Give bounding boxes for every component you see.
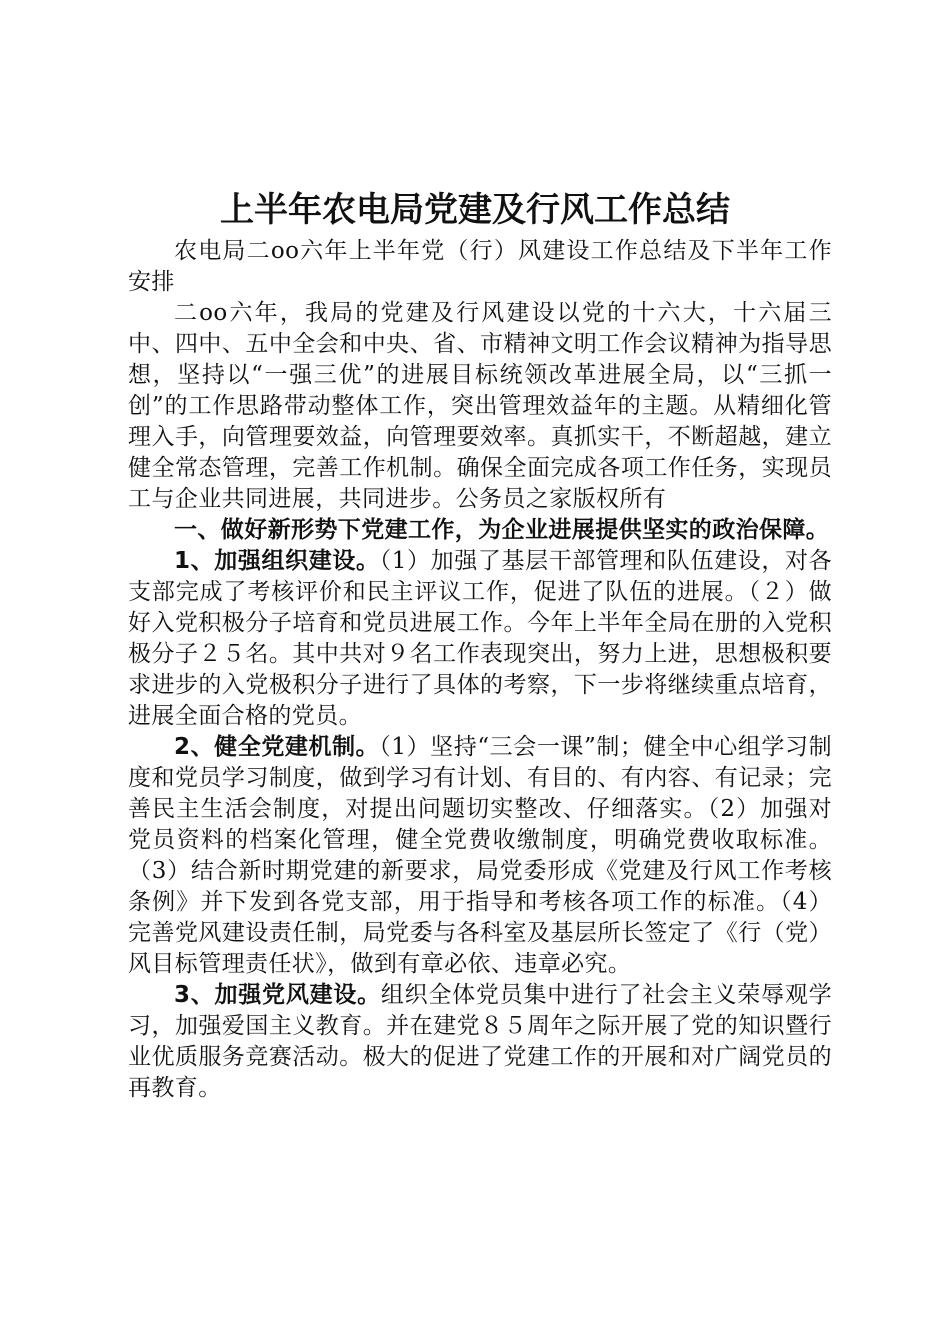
subtitle-paragraph: 农电局二oo六年上半年党（行）风建设工作总结及下半年工作安排 (128, 238, 832, 295)
item-lead: 1、加强组织建设。 (174, 548, 380, 574)
document-title: 上半年农电局党建及行风工作总结 (220, 190, 730, 230)
item-text: 组织全体党员集中进行了社会主义荣辱观学习，加强爱国主义教育。并在建党８５周年之际开展了党的知识暨行业优质服务竞赛活动。极大的促进了党建工作的开展和对广阔党员的再教育。 (128, 982, 832, 1101)
item-paragraph-1 (128, 546, 832, 732)
section-heading: 一、做好新形势下党建工作，为企业进展提供坚实的政治保障。 (174, 517, 830, 543)
item-text: （1）坚持“三会一课”制；健全中心组学习制度和党员学习制度，做到学习有计划、有目的、有内容、有记录；完善民主生活会制度，对提出问题切实整改、仔细落实。（2）加强对党员资料的档案化管理，健全党费收缴制度，明确党费收取标准。（3）结合新时期党建的新要求，局党委形成《党建及行风工作考核条例》并下发到各党支部，用于指导和考核各项工作的标准。（4）完善党风建设责任制，局党委与各科室及基层所长签定了《行（党）风目标管理责任状》，做到有章必依、违章必究。 (128, 734, 832, 977)
document-body (128, 236, 832, 1104)
item-text: （1）加强了基层干部管理和队伍建设，对各支部完成了考核评价和民主评议工作，促进了队伍的进展。（２）做好入党积极分子培育和党员进展工作。今年上半年全局在册的入党积极分子２５名。其中共对９名工作表现突出，努力上进，思想极积要求进步的入党极积分子进行了具体的考察，下一步将继续重点培育，进展全面合格的党员。 (128, 548, 832, 729)
item-paragraph-2 (128, 732, 832, 980)
item-paragraph-3 (128, 980, 832, 1104)
intro-paragraph: 二oo六年，我局的党建及行风建设以党的十六大，十六届三中、四中、五中全会和中央、省、市精神文明工作会议精神为指导思想，坚持以“一强三优”的进展目标统领改革进展全局，以“三抓一创”的工作思路带动整体工作，突出管理效益年的主题。从精细化管理入手，向管理要效益，向管理要效率。真抓实干，不断超越，建立健全常态管理，完善工作机制。确保全面完成各项工作任务，实现员工与企业共同进展，共同进步。公务员之家版权所有 (128, 300, 832, 512)
item-lead: 2、健全党建机制。 (174, 734, 380, 760)
item-lead: 3、加强党风建设。 (174, 982, 381, 1008)
